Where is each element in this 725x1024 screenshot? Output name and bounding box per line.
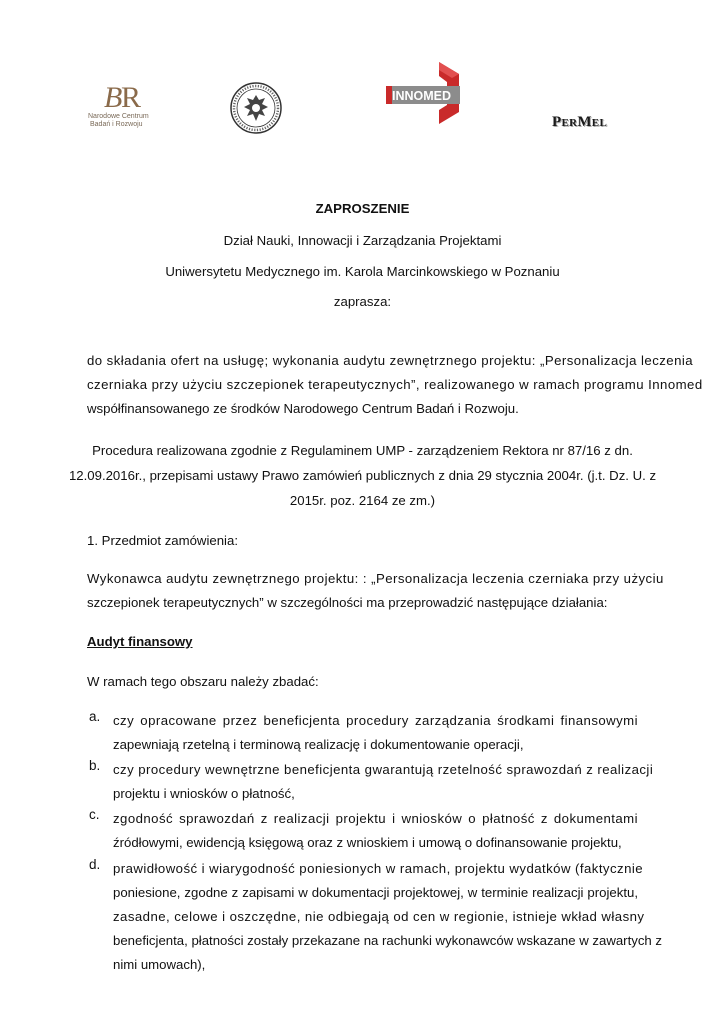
permel-logo: PerMel: [552, 114, 608, 130]
ncbr-logo-text: Narodowe Centrum Badań i Rozwoju: [88, 113, 149, 128]
list-line: beneficjenta, płatności zostały przekazane na rachunki wykonawców wskazane w zawartych z: [113, 933, 663, 948]
list-line: projektu i wniosków o płatność,: [113, 786, 295, 801]
section-paragraph: [87, 567, 664, 615]
procedure-line: 2015r. poz. 2164 ze zm.): [289, 493, 436, 508]
university-seal-icon: [229, 81, 283, 135]
ncbr-logo: [84, 80, 166, 136]
list-line: prawidłowość i wiarygodność poniesionych w ramach, projektu wydatków (faktycznie: [113, 861, 644, 876]
list-line: zapewniają rzetelną i terminową realizację i dokumentowanie operacji,: [113, 737, 524, 752]
audit-heading: Audyt finansowy: [87, 634, 193, 649]
list-line: źródłowymi, ewidencją księgową oraz z wnioskiem i umową o dofinansowanie projektu,: [113, 835, 622, 850]
procedure-line: 12.09.2016r., przepisami ustawy Prawo zamówień publicznych z dnia 29 stycznia 2004r. (j.t. Dz. U. z: [68, 468, 657, 483]
intro-line: współfinansowanego ze środków Narodowego Centrum Badań i Rozwoju.: [87, 401, 519, 416]
list-marker: d.: [89, 857, 101, 872]
list-item: [87, 857, 663, 977]
ncbr-mark-icon: [94, 80, 150, 116]
audit-intro: W ramach tego obszaru należy zbadać:: [87, 674, 319, 689]
list-item: [87, 758, 654, 806]
intro-paragraph: [87, 349, 703, 421]
innomed-logo-text: INNOMED: [392, 89, 452, 103]
innomed-logo: [384, 60, 474, 126]
procedure-line: Procedura realizowana zgodnie z Regulaminem UMP - zarządzeniem Rektora nr 87/16 z dn.: [92, 443, 633, 458]
header-department: Dział Nauki, Innowacji i Zarządzania Projektami: [223, 233, 502, 248]
header-invites: zaprasza:: [333, 294, 392, 309]
section-line: Wykonawca audytu zewnętrznego projektu: : „Personalizacja leczenia czerniaka przy użyciu: [87, 571, 664, 586]
list-item: [87, 807, 638, 855]
document-title: ZAPROSZENIE: [315, 201, 410, 216]
list-line: zasadne, celowe i oszczędne, nie odbiegają od cen w regionie, istnieje wkład własny: [113, 909, 645, 924]
list-marker: b.: [89, 758, 101, 773]
list-line: czy opracowane przez beneficjenta procedury zarządzania środkami finansowymi: [113, 713, 638, 728]
list-line: poniesione, zgodne z zapisami w dokumentacji projektowej, w terminie realizacji projektu,: [113, 885, 638, 900]
intro-line: do składania ofert na usługę; wykonania audytu zewnętrznego projektu: „Personalizacja leczenia: [87, 353, 694, 368]
list-item: [87, 709, 638, 757]
header-university: Uniwersytetu Medycznego im. Karola Marcinkowskiego w Poznaniu: [165, 264, 560, 279]
list-marker: a.: [89, 709, 101, 724]
intro-line: czerniaka przy użyciu szczepionek terapeutycznych”, realizowanego w ramach programu Innomed: [87, 377, 703, 392]
svg-text:R: R: [121, 81, 142, 114]
audit-list: [87, 709, 663, 977]
list-line: zgodność sprawozdań z realizacji projektu i wniosków o płatność z dokumentami: [113, 811, 638, 826]
list-line: nimi umowach),: [113, 957, 206, 972]
list-marker: c.: [89, 807, 100, 822]
list-line: czy procedury wewnętrzne beneficjenta gwarantują rzetelność sprawozdań z realizacji: [113, 762, 654, 777]
section-heading: 1. Przedmiot zamówienia:: [87, 533, 238, 548]
svg-text:B: B: [104, 81, 123, 114]
section-line: szczepionek terapeutycznych” w szczególności ma przeprowadzić następujące działania:: [87, 595, 608, 610]
